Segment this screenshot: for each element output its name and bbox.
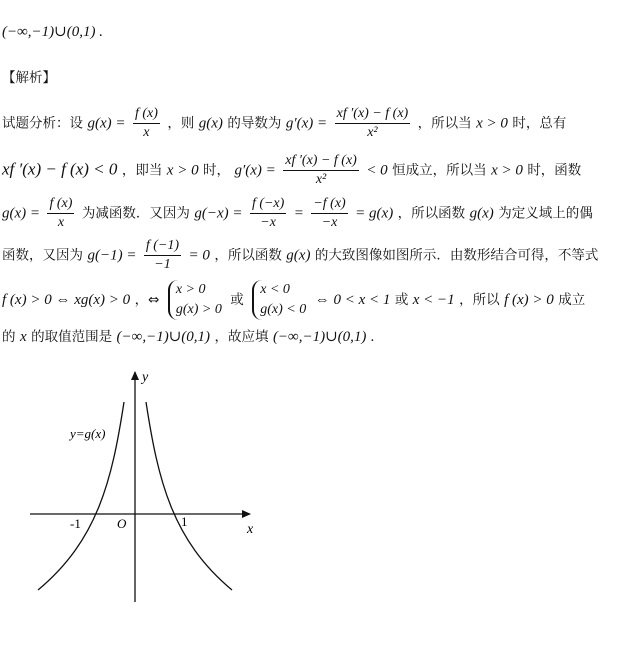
denominator: −x (321, 215, 338, 230)
text: 为定义域上的偶 (498, 205, 593, 222)
text: 试题分析：设 (2, 115, 83, 132)
math: (−∞,−1)∪(0,1) (116, 329, 211, 345)
math: g(x) (198, 115, 223, 132)
math: g(−x) = (194, 205, 243, 222)
math: g(x) = (2, 205, 41, 222)
math: x > 0 (491, 162, 523, 179)
y-axis-label: y (142, 370, 149, 385)
math: f (x) > 0 (504, 292, 554, 308)
math: g′(x) = (285, 115, 328, 132)
math: x > 0 (476, 115, 508, 132)
numerator: f (x) (133, 105, 160, 124)
text: 或 (394, 292, 409, 308)
text: 或 (230, 292, 244, 308)
text: 时，总有 (512, 115, 567, 132)
math: ⇔ 0 < x < 1 (314, 292, 391, 308)
math: (−∞,−1)∪(0,1) (272, 329, 367, 345)
text: 的取值范围是 (31, 329, 113, 345)
text: 成立 (558, 292, 586, 308)
text: 恒成立，所以当 (392, 162, 487, 179)
tick-label-neg1: -1 (70, 516, 81, 531)
math: . (370, 329, 375, 345)
denominator: x² (367, 125, 378, 140)
numerator: xf ′(x) − f (x) (283, 152, 359, 171)
math: f (x) > 0 ⇔ xg(x) > 0 (2, 292, 131, 308)
text: ，所以当 (417, 115, 472, 132)
text: 时，函数 (527, 162, 582, 179)
math: = (293, 205, 304, 222)
math: g(x) = (87, 115, 126, 132)
math: x (19, 329, 27, 345)
curve-right-branch (146, 402, 232, 590)
denominator: x² (315, 172, 327, 187)
math: g(x) (286, 247, 311, 264)
math: xf ′(x) − f (x) < 0 (2, 159, 118, 179)
section-title: 【解析】 (2, 70, 56, 86)
x-axis-label: x (247, 522, 254, 537)
text: ，所以函数 (397, 205, 466, 222)
math: = 0 (188, 247, 210, 264)
tick-label-1: 1 (181, 514, 188, 529)
math: x < −1 (412, 292, 455, 308)
text: 的导数为 (227, 115, 282, 132)
denominator: x (143, 125, 150, 140)
text: 函数，又因为 (2, 247, 83, 264)
denominator: x (57, 215, 65, 230)
text: 为减函数．又因为 (81, 205, 190, 222)
sys-row: g(x) > 0 (175, 302, 222, 317)
numerator: f (−x) (250, 195, 286, 214)
answer-line: (−∞,−1)∪(0,1) . (2, 24, 103, 40)
curve-label: y=g(x) (70, 426, 106, 441)
math: < 0 (366, 162, 388, 179)
numerator: xf ′(x) − f (x) (335, 105, 411, 124)
text: ，即当 (121, 162, 163, 179)
text: 时， (203, 162, 231, 179)
sys-row: g(x) < 0 (260, 302, 307, 317)
math: g′(x) = (234, 162, 276, 179)
math: g(x) (469, 205, 494, 222)
origin-label: O (117, 516, 127, 531)
text: ，⇔ (134, 292, 160, 308)
numerator: f (−1) (144, 237, 181, 256)
denominator: −1 (154, 257, 171, 272)
denominator: −x (260, 215, 276, 230)
math: x > 0 (166, 162, 199, 179)
text: ，所以函数 (214, 247, 282, 264)
sys-row: x > 0 (175, 282, 206, 297)
text: 的大致图像如图所示．由数形结合可得，不等式 (314, 247, 599, 264)
math: = g(x) (355, 205, 394, 222)
numerator: −f (x) (311, 195, 347, 214)
numerator: f (x) (47, 195, 74, 214)
text: 的 (2, 329, 16, 345)
math: g(−1) = (87, 247, 137, 264)
text: ，所以 (459, 292, 500, 308)
sys-row: x < 0 (260, 282, 290, 297)
text: ，故应填 (214, 329, 269, 345)
text: ，则 (167, 115, 195, 132)
